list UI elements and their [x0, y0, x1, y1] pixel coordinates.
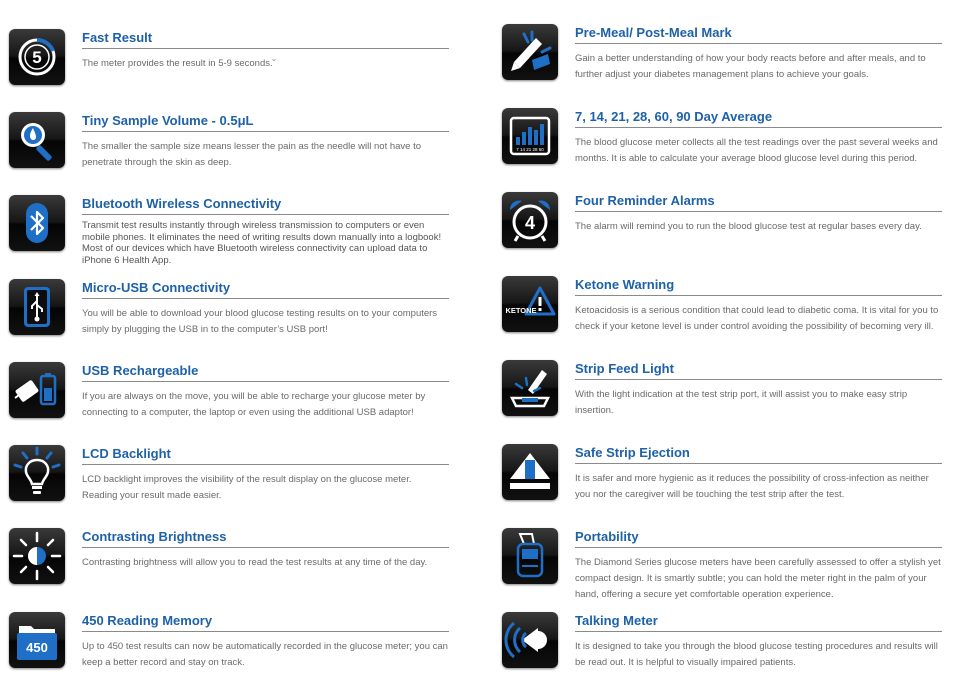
- feature-description: You will be able to download your blood glucose testing results on to your computers simply by plugging the USB in to the computer’s USB port!: [82, 308, 438, 335]
- ketone-label: KETONE: [505, 306, 537, 315]
- feature-title: USB Rechargeable: [82, 362, 449, 382]
- feature-usb-rechargeable: [9, 362, 449, 440]
- feature-title: Four Reminder Alarms: [575, 192, 942, 212]
- feature-description: Contrasting brightness will allow you to read the test results at any time of the day.: [82, 557, 428, 568]
- feature-title: Pre-Meal/ Post-Meal Mark: [575, 24, 942, 44]
- feature-safe-strip-ejection: [502, 444, 942, 522]
- brightness-icon: [9, 528, 65, 584]
- feature-reminder-alarms: [502, 192, 942, 270]
- meal-mark-icon: [502, 24, 558, 80]
- feature-micro-usb: [9, 279, 449, 357]
- feature-ketone-warning: [502, 276, 942, 354]
- meter-device-icon: [502, 528, 558, 584]
- feature-portability: [502, 528, 942, 606]
- feature-title: Ketone Warning: [575, 276, 942, 296]
- feature-description: The blood glucose meter collects all the test readings over the past several weeks and months. It is able to calculate your average blood glucose level during this period.: [575, 137, 938, 164]
- ketone-warning-icon: [502, 276, 558, 332]
- feature-contrasting-brightness: [9, 528, 449, 606]
- feature-description: The Diamond Series glucose meters have been carefully assessed to offer a stylish yet compact design. It is smartly subtle; you can hold the meter right in the palm of your hand, offering a secure yet comfortable operation experience.: [575, 557, 941, 600]
- feature-description: LCD backlight improves the visibility of the result display on the glucose meter. Reading your result made easier.: [82, 474, 412, 501]
- feature-description: With the light indication at the test strip port, it will assist you to make easy strip insertion.: [575, 389, 908, 416]
- feature-title: Safe Strip Ejection: [575, 444, 942, 464]
- feature-description: Up to 450 test results can now be automatically recorded in the glucose meter; you can keep a better record and stay on track.: [82, 641, 448, 668]
- bluetooth-icon: [9, 195, 65, 251]
- feature-description: Transmit test results instantly through wireless transmission to computers or even mobile phones. It eliminates the need of writing results down manually into a logbook! Most of our devices which have Bluetooth wireless connectivity can upload data to iPhone 6 Health App.: [82, 220, 442, 266]
- feature-title: Strip Feed Light: [575, 360, 942, 380]
- lightbulb-icon: [9, 445, 65, 501]
- feature-description: Ketoacidosis is a serious condition that could lead to diabetic coma. It is vital for you to check if your ketone level is under control avoiding the possibility of becoming very ill.: [575, 305, 939, 332]
- feature-title: LCD Backlight: [82, 445, 449, 465]
- feature-title: Portability: [575, 528, 942, 548]
- memory-count-label: 450: [26, 640, 48, 655]
- feature-description: The smaller the sample size means lesser the pain as the needle will not have to penetrate through the skin as deep.: [82, 141, 422, 168]
- speaker-icon: [502, 612, 558, 668]
- timer-5-icon: [9, 29, 65, 85]
- memory-folder-icon: [9, 612, 65, 668]
- feature-description: It is safer and more hygienic as it reduces the possibility of cross-infection as neither you nor the caregiver will be touching the test strip after the test.: [575, 473, 929, 500]
- alarm-clock-icon: [502, 192, 558, 248]
- feature-title: Fast Result: [82, 29, 449, 49]
- feature-description: Gain a better understanding of how your body reacts before and after meals, and to further adjust your diabetes management plans to achieve your goals.: [575, 53, 926, 80]
- strip-light-icon: [502, 360, 558, 416]
- feature-fast-result: [9, 29, 449, 107]
- svg-text:5: 5: [32, 48, 42, 67]
- feature-talking-meter: [502, 612, 942, 690]
- feature-title: 450 Reading Memory: [82, 612, 449, 632]
- feature-title: Bluetooth Wireless Connectivity: [82, 195, 449, 215]
- feature-description: The meter provides the result in 5-9 seconds.˘: [82, 58, 276, 69]
- battery-plug-icon: [9, 362, 65, 418]
- day-labels: 7 14 21 28 60: [516, 147, 544, 152]
- feature-450-memory: [9, 612, 449, 690]
- feature-title: 7, 14, 21, 28, 60, 90 Day Average: [575, 108, 942, 128]
- usb-icon: [9, 279, 65, 335]
- feature-description: The alarm will remind you to run the blood glucose test at regular bases every day.: [575, 221, 922, 232]
- calendar-chart-icon: [502, 108, 558, 164]
- feature-description: It is designed to take you through the blood glucose testing procedures and results will be read out. It is helpful to visually impaired patients.: [575, 641, 938, 668]
- feature-lcd-backlight: [9, 445, 449, 523]
- feature-day-average: [502, 108, 942, 186]
- feature-title: Micro-USB Connectivity: [82, 279, 449, 299]
- feature-tiny-sample: [9, 112, 449, 190]
- feature-meal-mark: [502, 24, 942, 102]
- feature-title: Talking Meter: [575, 612, 942, 632]
- feature-bluetooth: [9, 195, 449, 273]
- alarm-count: 4: [524, 213, 536, 233]
- magnifier-drop-icon: [9, 112, 65, 168]
- feature-description: If you are always on the move, you will be able to recharge your glucose meter by connecting to a computer, the laptop or even using the additional USB adaptor!: [82, 391, 426, 418]
- feature-title: Tiny Sample Volume - 0.5μL: [82, 112, 449, 132]
- feature-strip-feed-light: [502, 360, 942, 438]
- feature-title: Contrasting Brightness: [82, 528, 449, 548]
- eject-icon: [502, 444, 558, 500]
